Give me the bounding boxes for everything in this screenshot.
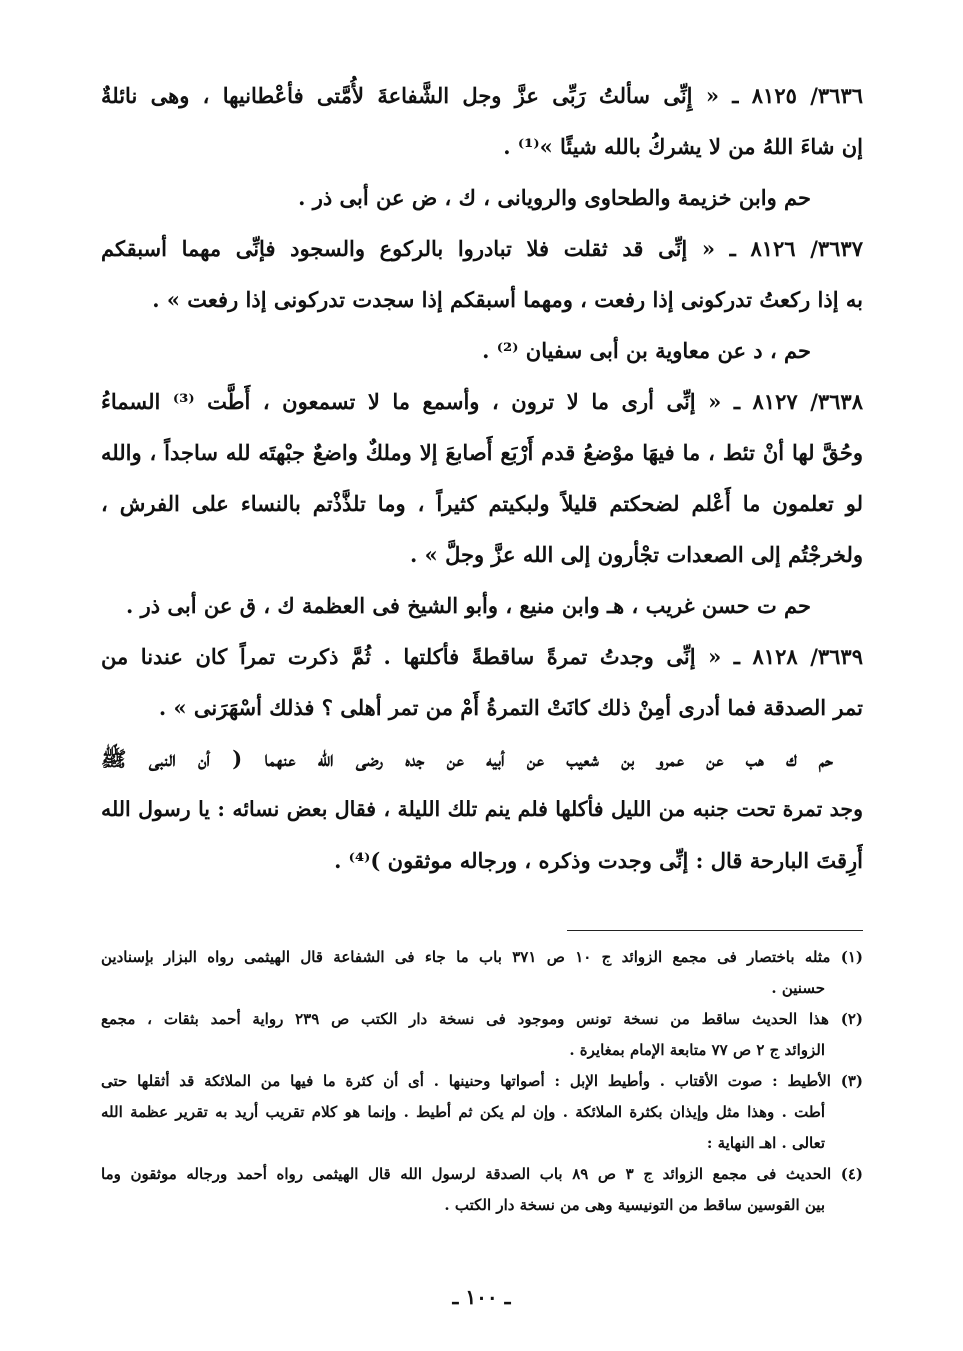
hadith-8127-source: حم ت حسن غريب ، هـ وابن منيع ، وأبو الشيخ فى العظمة ك ، ق عن أبى ذر . (125, 593, 811, 618)
page-number: ـ ١٠٠ ـ (452, 1285, 511, 1309)
footnotes (101, 942, 863, 1221)
footnote-1-line-1: (١) مثله باختصار فى مجمع الزوائد ج ١٠ ص ٣٧١ باب ما جاء فى الشفاعة قال الهيثمى رواه البزار بإسنادين (101, 948, 863, 966)
footnote-2-line-1: (٢) هذا الحديث ساقط من نسخة تونس وموجود فى نسخة دار الكتب ص ٢٣٩ رواية أحمد بثقات ، مجمع (101, 1010, 863, 1028)
hadith-8126-line-1: ٣٦٣٧/ ٨١٢٦ ـ « إنِّى قد ثقلت فلا تبادروا بالركوع والسجود فإنِّى مهما أسبقكم (101, 236, 863, 261)
footnote-2-line-2: الزوائد ج ٢ ص ٧٧ متابعة الإمام بمغايرة . (569, 1041, 825, 1059)
hadith-8125-line-1: ٣٦٣٦/ ٨١٢٥ ـ « إِنِّى سألتُ رَبِّى عزَّ وجل الشَّفاعةَ لأُمَّتى فأعْطانيها ، وهى نائلةٌ (101, 83, 863, 108)
hadith-8125-source: حم وابن خزيمة والطحاوى والرويانى ، ك ، ض عن أبى ذر . (298, 185, 811, 210)
hadith-8126-source: حم ، د عن معاوية بن أبى سفيان ⁽²⁾ . (482, 338, 811, 363)
footnote-4-line-1: (٤) الحديث فى مجمع الزوائد ج ٣ ص ٨٩ باب الصدقة لرسول الله قال الهيثمى رواه أحمد ورجاله موثقون وما (101, 1165, 863, 1183)
hadith-8125-line-2: إن شاءَ اللهُ من لا يشركُ بالله شيئًا »⁽¹⁾ . (503, 134, 863, 159)
footnote-3-line-1: (٣) الأطيط : صوت الأقتاب . وأطيط الإبل : أصواتها وحنينها . أى أن كثرة ما فيها من الملائكة قد أثقلها حتى (101, 1072, 863, 1090)
footnote-1-line-2: حسنين . (771, 979, 825, 997)
footnote-divider (567, 930, 863, 931)
hadith-8128-line-1: ٣٦٣٩/ ٨١٢٨ ـ « إنِّى وجدتُ تمرةً ساقطةً فأكلتها . ثُمَّ ذكرت تمراً كان عندنا من (101, 644, 863, 669)
hadith-8126-line-2: به إذا ركعتُ تدركونى إذا رفعت ، ومهما أسبقكم إذا سجدت تدركونى إذا رفعت » . (152, 287, 863, 312)
hadith-8127-line-2: وحُقَّ لها أنْ تئط ، ما فيهَا موْضعُ قدم أَرْبَع أَصابعَ إلا وملكٌ واضعٌ جبْهتَه لله ساجداً ، والله (101, 440, 863, 465)
hadith-8128-line-2: تمر الصدقة فما أدرى أمِنْ ذلك كانَتْ التمرةُ أَمْ من تمر أهلى ؟ فذلك أسْهَرَنى » . (158, 695, 863, 720)
main-text (101, 70, 863, 886)
hadith-8128-source-line-2: وجد تمرة تحت جنبه من الليل فأكلها فلم ينم تلك الليلة ، فقال بعض نسائه : يا رسول الله (101, 797, 863, 821)
hadith-8128-source-line-1: حم ك هب عن عمرو بن شعيب عن أبيه عن جده رضى الله عنهما ( أن النبى ﷺ (101, 746, 833, 771)
hadith-8127-line-4: ولخرجْتُم إلى الصعدات تجْأرون إلى الله عزَّ وجلَّ » . (410, 542, 863, 567)
hadith-8127-line-3: لو تعلمون ما أَعْلم لضحكتم قليلاً ولبكيتم كثيراً ، وما تلذَّذْتم بالنساء على الفرش ، (101, 491, 863, 516)
hadith-8128-source-line-3: أَرِقتَ البارحة قال : إنِّى وجدت وذكره ، ورجاله موثقون )⁽⁴⁾ . (334, 848, 863, 873)
footnote-3-line-3: تعالى . اهـ النهاية : (706, 1134, 825, 1152)
footnote-4-line-2: بين القوسين ساقط من التونيسية وهى من نسخة دار الكتب . (444, 1196, 825, 1214)
hadith-8127-line-1: ٣٦٣٨/ ٨١٢٧ ـ « إنِّى أرى ما لا ترون ، وأسمع ما لا تسمعون ، أَطَّت ⁽³⁾ السماءُ (101, 389, 863, 414)
footnote-3-line-2: أطت . وهذا مثل وإيذان بكثرة الملائكة . وإن لم يكن ثم أطيط . وإنما هو كلام تقريب أريد به تقرير عظمة الله (101, 1103, 825, 1121)
